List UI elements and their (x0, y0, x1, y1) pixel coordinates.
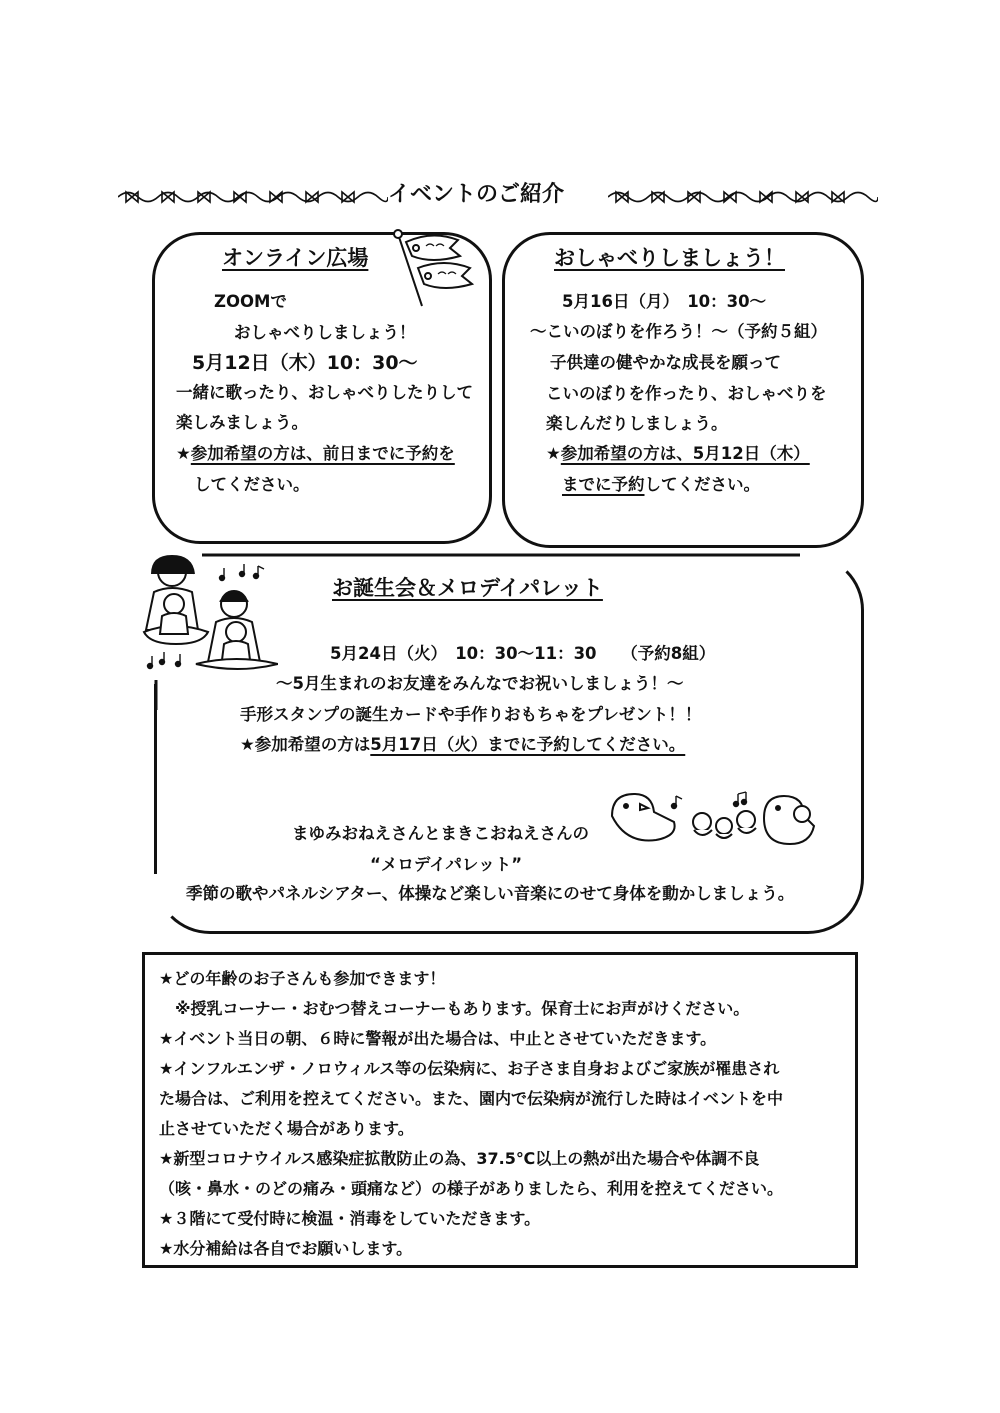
page-title: イベントのご紹介 (388, 182, 565, 207)
online-event-title: オンライン広場 (222, 246, 369, 270)
notice-line: ★イベント当日の朝、６時に警報が出た場合は、中止とさせていただきます。 (159, 1029, 717, 1048)
notice-line: ★３階にて受付時に検温・消毒をしていただきます。 (159, 1209, 541, 1228)
birthday-left-edge (154, 684, 157, 874)
melody-line2: “メロデイパレット” (370, 855, 523, 874)
chat-sub: ～こいのぼりを作ろう！～（予約５組） (530, 322, 827, 341)
chat-desc3: 楽しんだりしましょう。 (546, 414, 728, 433)
online-note2: してください。 (194, 475, 310, 494)
singing-birds-icon (606, 790, 820, 850)
chat-date: 5月16日（月） 10：30～ (562, 292, 767, 311)
online-line2: おしゃべりしましょう！ (234, 323, 416, 342)
birthday-line2: 手形スタンプの誕生カードや手作りおもちゃをプレゼント！！ (240, 705, 702, 724)
melody-line3: 季節の歌やパネルシアター、体操など楽しい音楽にのせて身体を動かしましょう。 (186, 884, 795, 903)
notice-line: ※授乳コーナー・おむつ替えコーナーもあります。保育士にお声がけください。 (159, 999, 750, 1018)
ribbon-garland-right-icon (608, 184, 878, 210)
birthday-note-underlined: 5月17日（火）までに予約してください。 (370, 735, 686, 754)
chat-desc1: 子供達の健やかな成長を願って (550, 353, 781, 372)
chat-note-underlined: 参加希望の方は、5月12日（木） (560, 444, 810, 463)
notice-line: （咳・鼻水・のどの痛み・頭痛など）の様子がありましたら、利用を控えてください。 (159, 1179, 784, 1198)
chat-note2-underlined: までに予約 (562, 475, 645, 494)
online-desc1: 一緒に歌ったり、おしゃべりしたりして (176, 383, 473, 402)
notice-line: 止させていただく場合があります。 (159, 1119, 414, 1138)
family-singing-icon (138, 552, 278, 676)
notice-line: ★どの年齢のお子さんも参加できます！ (159, 969, 446, 988)
birthday-note-prefix: ★参加希望の方は (240, 735, 371, 754)
online-desc2: 楽しみましょう。 (176, 413, 308, 432)
chat-desc2: こいのぼりを作ったり、おしゃべりを (546, 384, 827, 403)
online-note-underlined: 参加希望の方は、前日までに予約を (190, 444, 455, 463)
star-mark: ★ (176, 444, 191, 463)
ribbon-garland-left-icon (118, 184, 388, 210)
melody-line1: まゆみおねえさんとまきこおねえさんの (292, 824, 589, 843)
notice-box (142, 952, 858, 1268)
notice-line: ★水分補給は各自でお願いします。 (159, 1239, 413, 1258)
birthday-event-title: お誕生会＆メロデイパレット (332, 576, 603, 600)
star-mark: ★ (546, 444, 561, 463)
koinobori-icon (392, 228, 476, 308)
chat-note (546, 446, 810, 463)
chat-note2-rest: してください。 (644, 475, 760, 494)
online-line1: ZOOMで (214, 292, 287, 311)
online-date: 5月12日（木）10：30～ (192, 352, 418, 374)
online-note (176, 446, 455, 463)
birthday-line1: ～5月生まれのお友達をみんなでお祝いしましょう！～ (276, 674, 684, 693)
chat-event-title: おしゃべりしましょう！ (554, 246, 785, 270)
birthday-note (240, 737, 685, 754)
notice-line: ★新型コロナウイルス感染症拡散防止の為、37.5℃以上の熱が出た場合や体調不良 (159, 1149, 760, 1168)
notice-line: た場合は、ご利用を控えてください。また、園内で伝染病が流行した時はイベントを中 (159, 1089, 784, 1108)
notice-line: ★インフルエンザ・ノロウィルス等の伝染病に、お子さま自身およびご家族が罹患され (159, 1059, 780, 1078)
chat-note2 (562, 477, 760, 494)
birthday-date: 5月24日（火） 10：30～11：30 （予約8組） (330, 644, 716, 663)
